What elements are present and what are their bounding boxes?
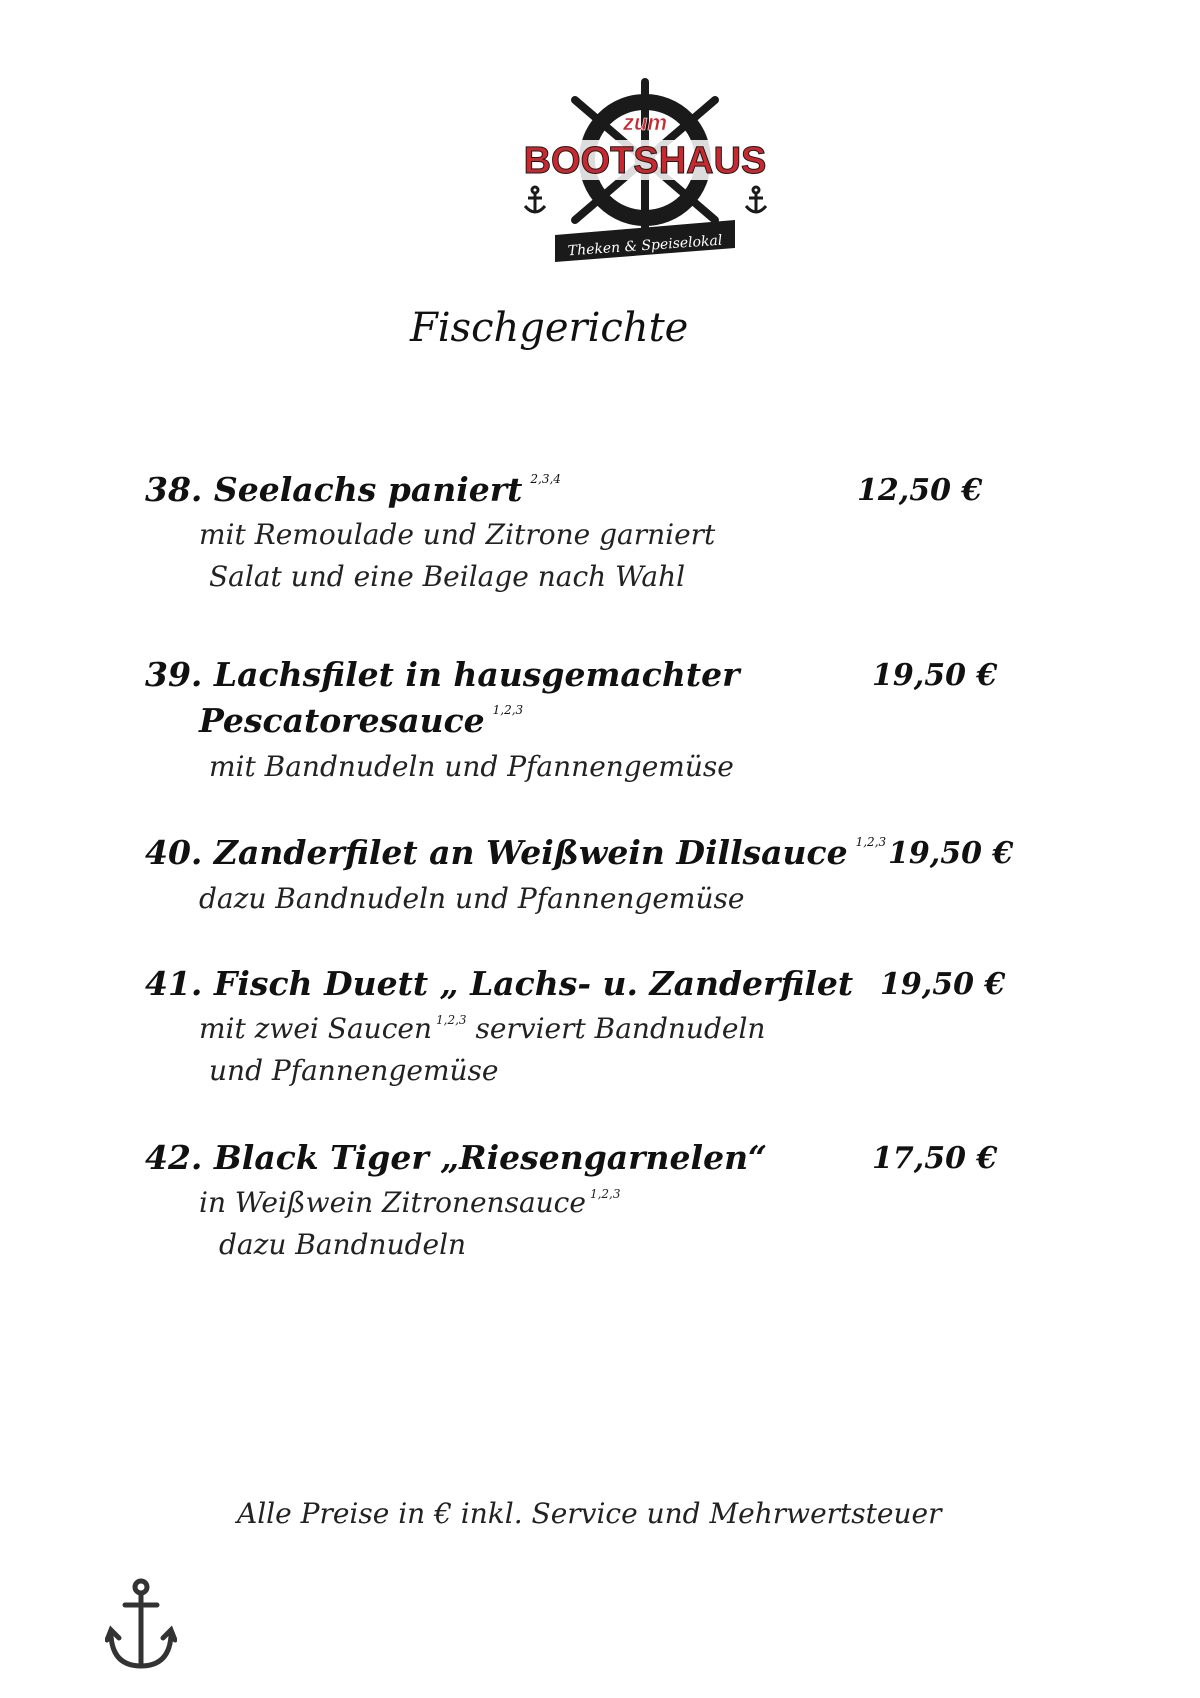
logo-main-text: BOOTSHAUS [523, 140, 767, 182]
menu-item-name: 41. Fisch Duett „ Lachs- u. Zanderfilet [145, 964, 854, 1003]
menu-item-price: 17,50 € [872, 1141, 998, 1176]
menu-item-name: 39. Lachsfilet in hausgemachter [145, 655, 740, 694]
menu-item-name: 40. Zanderfilet an Weißwein Dillsauce $^{1,2,3}$ [145, 833, 887, 872]
logo-ribbon-text: Theken & Speiselokal [567, 232, 723, 260]
menu-item-desc-line: mit Remoulade und Zitrone garniert [199, 518, 716, 551]
allergen-codes: 1,2,3 [492, 703, 524, 717]
menu-item-desc-line: in Weißwein Zitronensauce $^{1,2,3}$ [199, 1186, 621, 1219]
menu-item-desc-line: dazu Bandnudeln und Pfannengemüse [199, 882, 745, 915]
page-title: Fischgerichte [410, 305, 689, 351]
menu-item-price: 19,50 € [872, 658, 998, 693]
menu-item-name-cont: Pescatoresauce $^{1,2,3}$ [199, 701, 524, 740]
bootshaus-logo [520, 70, 770, 280]
logo-small-text: zum [623, 110, 667, 135]
anchor-icon [105, 1578, 177, 1673]
price-footnote: Alle Preise in € inkl. Service und Mehrwertsteuer [237, 1497, 942, 1530]
menu-item-desc-line: dazu Bandnudeln [219, 1228, 467, 1261]
menu-item-desc-line: mit Bandnudeln und Pfannengemüse [209, 750, 734, 783]
menu-item-price: 19,50 € [888, 836, 1014, 871]
menu-item-name: 42. Black Tiger „Riesengarnelen“ [145, 1138, 768, 1177]
allergen-codes: 1,2,3 [855, 835, 887, 849]
menu-item-desc-line: Salat und eine Beilage nach Wahl [209, 560, 686, 593]
menu-item-price: 19,50 € [880, 967, 1006, 1002]
menu-item-name: 38. Seelachs paniert $^{2,3,4}$ [145, 470, 561, 509]
menu-item-price: 12,50 € [857, 473, 983, 508]
allergen-codes: 1,2,3 [436, 1013, 467, 1027]
allergen-codes: 1,2,3 [589, 1187, 621, 1201]
allergen-codes: 2,3,4 [530, 472, 561, 486]
menu-item-desc-line: und Pfannengemüse [209, 1054, 499, 1087]
menu-item-desc-line: mit zwei Saucen $^{1,2,3}$ serviert Bandnudeln [199, 1012, 766, 1045]
